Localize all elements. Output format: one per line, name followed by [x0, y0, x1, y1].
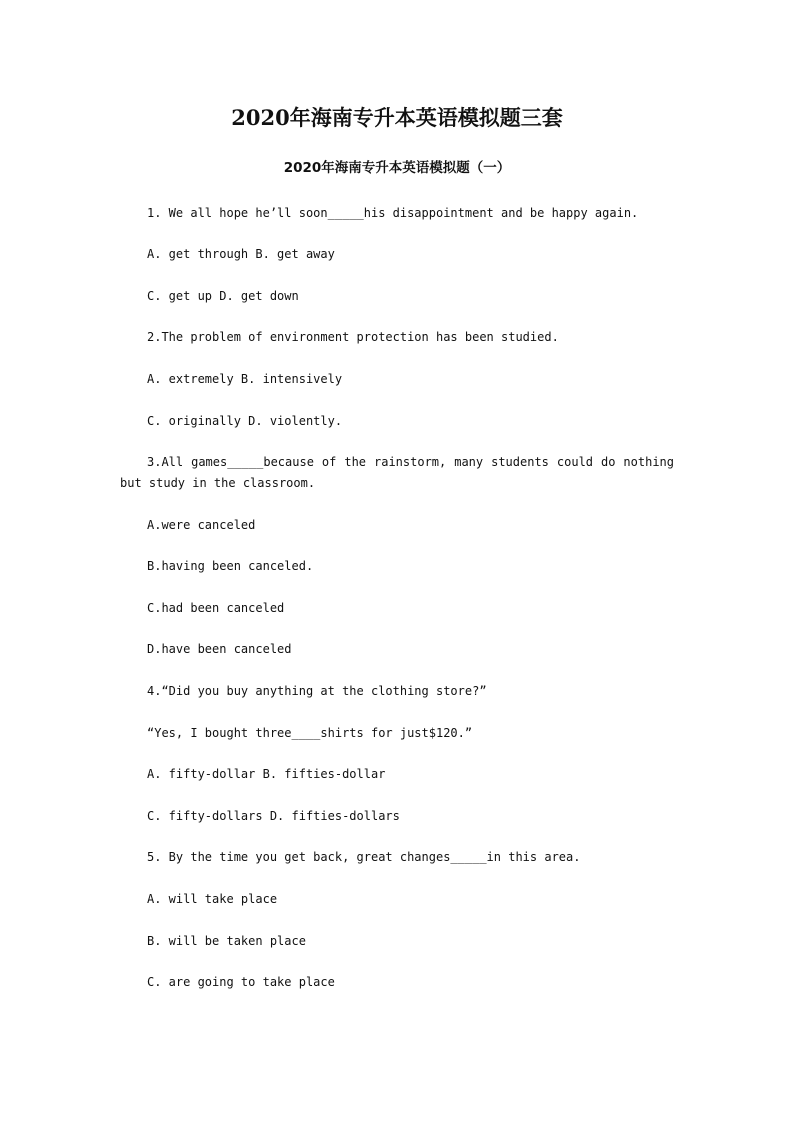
question-3-option-c: C.had been canceled [147, 601, 285, 615]
question-5-option-c: C. are going to take place [147, 975, 335, 989]
question-5-stem: 5. By the time you get back, great changes_____in this area. [147, 850, 581, 864]
question-1-stem: 1. We all hope he’ll soon_____his disappointment and be happy again. [147, 206, 639, 220]
question-3-option-a: A.were canceled [147, 518, 256, 532]
question-2-option-line-2: C. originally D. violently. [147, 414, 343, 428]
question-3-option-d: D.have been canceled [147, 642, 292, 656]
question-4-reply: “Yes, I bought three____shirts for just$120.” [147, 726, 473, 740]
section-title: 2020年海南专升本英语模拟题（一） [283, 160, 511, 176]
question-2-option-line-1: A. extremely B. intensively [147, 372, 343, 386]
question-3-option-b: B.having been canceled. [147, 559, 314, 573]
question-4-option-line-1: A. fifty-dollar B. fifties-dollar [147, 767, 386, 781]
page-title: 2020年海南专升本英语模拟题三套 [231, 105, 563, 130]
question-5-option-b: B. will be taken place [147, 934, 306, 948]
question-5-option-a: A. will take place [147, 892, 278, 906]
question-4-option-line-2: C. fifty-dollars D. fifties-dollars [147, 809, 400, 823]
question-4-stem: 4.“Did you buy anything at the clothing store?” [147, 684, 487, 698]
question-1-option-line-2: C. get up D. get down [147, 289, 299, 303]
question-3-stem: 3.All games_____because of the rainstorm, many students could do nothing but study in the classroom. [120, 455, 674, 490]
question-2-stem: 2.The problem of environment protection has been studied. [147, 330, 559, 344]
question-1-option-line-1: A. get through B. get away [147, 247, 335, 261]
